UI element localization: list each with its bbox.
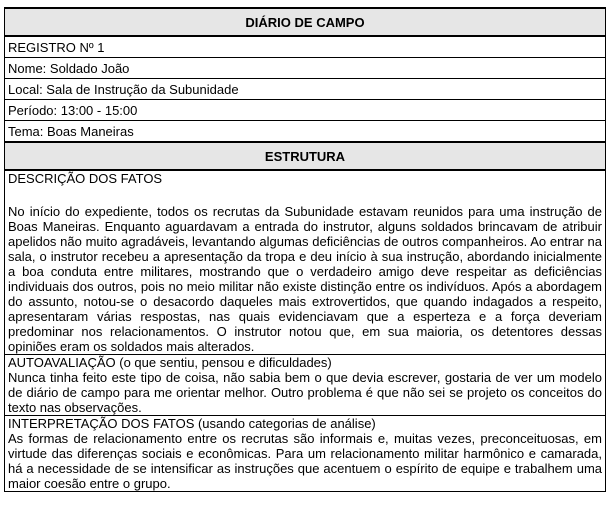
- periodo-field: Período: 13:00 - 15:00: [5, 100, 606, 121]
- nome-field: Nome: Soldado João: [5, 58, 606, 79]
- tema-field: Tema: Boas Maneiras: [5, 121, 606, 143]
- local-field: Local: Sala de Instrução da Subunidade: [5, 79, 606, 100]
- estrutura-heading: ESTRUTURA: [5, 142, 606, 170]
- autoavaliacao-heading: AUTOAVALIAÇÃO (o que sentiu, pensou e dificuldades): [8, 355, 332, 370]
- descricao-section: [5, 170, 606, 355]
- interpretacao-section: [5, 416, 606, 492]
- field-diary-sheet: [4, 7, 606, 492]
- registro-field: REGISTRO Nº 1: [5, 36, 606, 58]
- interpretacao-text: As formas de relacionamento entre os recrutas são informais e, muitas vezes, preconceituosas, em virtude das diferenças sociais e econômicas. Para um relacionamento militar harmônico e camarada, há a necessidade de se intensificar as instruções que acentuem o espírito de equipe e trabalhem uma maior coesão entre o grupo.: [8, 431, 602, 491]
- field-diary-table: [4, 7, 606, 492]
- autoavaliacao-text: Nunca tinha feito este tipo de coisa, não sabia bem o que devia escrever, gostaria de ver um modelo de diário de campo para me orientar melhor. Outro problema é que não sei se projeto os conceitos do texto nas observações.: [8, 370, 602, 415]
- interpretacao-heading: INTERPRETAÇÃO DOS FATOS (usando categorias de análise): [8, 416, 376, 431]
- autoavaliacao-section: [5, 355, 606, 416]
- descricao-text: No início do expediente, todos os recrutas da Subunidade estavam reunidos para uma instrução de Boas Maneiras. Enquanto aguardavam a entrada do instrutor, alguns soldados brincavam de atribuir apelidos não muito agradáveis, levantando algumas deficiências de outros companheiros. Ao entrar na sala, o instrutor recebeu a apresentação da tropa e deu início à sua instrução, abordando inicialmente a boa conduta entre militares, mostrando que o verdadeiro amigo deve respeitar as deficiências individuais dos outros, pois no meio militar não existe distinção entre os indivíduos. Após a abordagem do assunto, notou-se o desacordo daqueles mais extrovertidos, que quando indagados a respeito, apresentaram várias respostas, nas quais evidenciavam que a esperteza e a força deveriam predominar nos relacionamentos. O instrutor notou que, em sua maioria, os detentores dessas opiniões eram os soldados mais alterados.: [8, 204, 602, 354]
- descricao-heading: DESCRIÇÃO DOS FATOS: [8, 171, 163, 186]
- diary-title: DIÁRIO DE CAMPO: [5, 8, 606, 36]
